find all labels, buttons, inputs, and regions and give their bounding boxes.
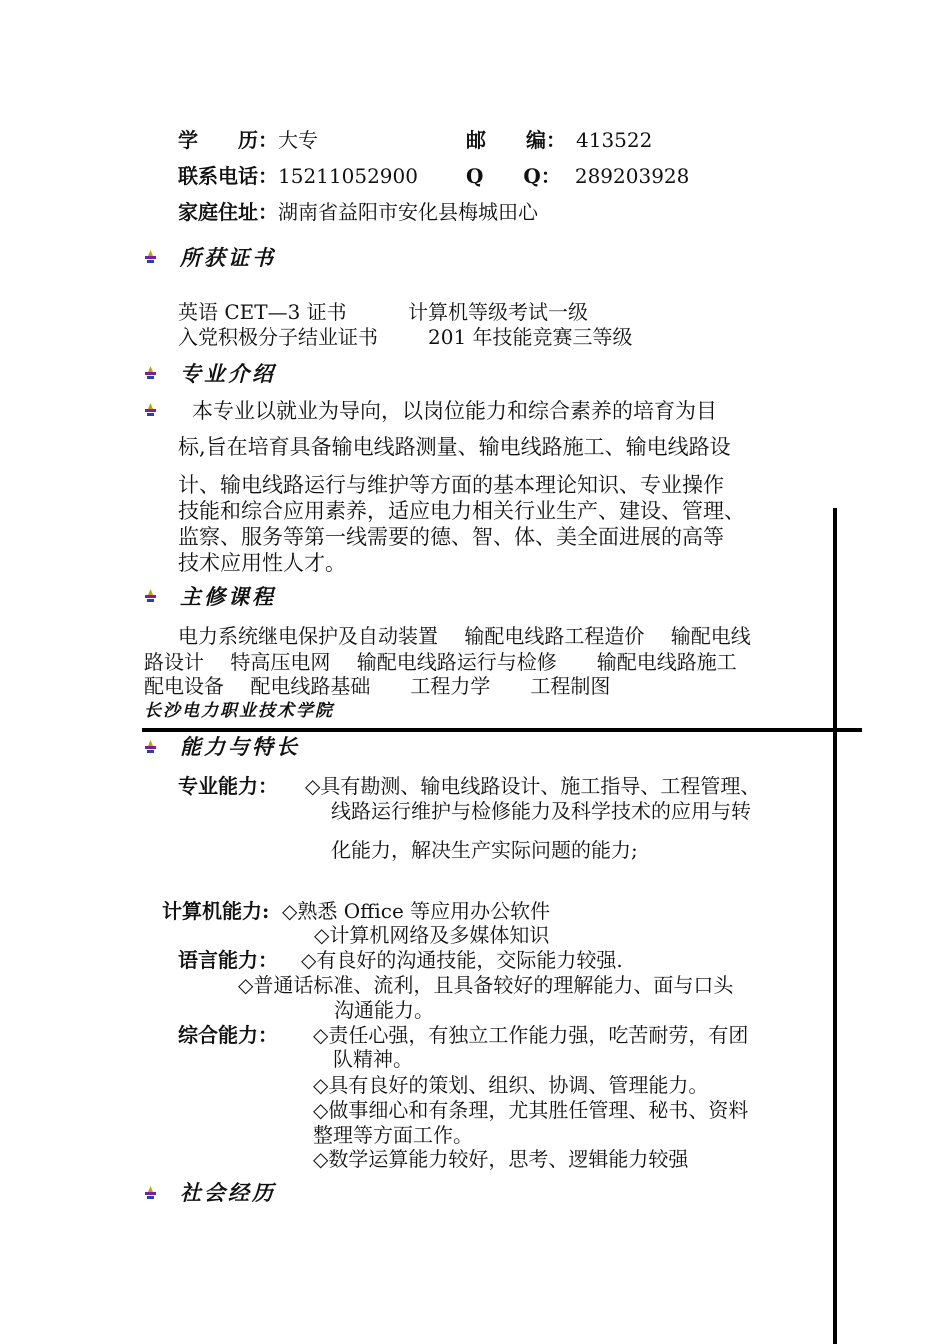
- general-ability-line: 整理等方面工作。: [313, 1123, 473, 1147]
- bullet-icon: [144, 403, 157, 417]
- major-text-line: 本专业以就业为导向，以岗位能力和综合素养的培育为目: [192, 399, 717, 423]
- cert-item-contest: 201 年技能竞赛三等级: [428, 325, 633, 349]
- computer-ability-line: ◇计算机网络及多媒体知识: [314, 923, 550, 947]
- education-value: 大专: [278, 128, 318, 152]
- major-text-line: 监察、服务等第一线需要的德、智、体、美全面进展的高等: [178, 525, 724, 549]
- general-ability-line: 队精神。: [333, 1047, 413, 1071]
- bullet-icon: [144, 366, 157, 380]
- qq-row: [466, 160, 689, 189]
- cert-item-cet: 英语 CET—3 证书: [178, 300, 347, 324]
- qq-label: Q Q：: [466, 164, 561, 188]
- abilities-heading: 能力与特长: [180, 734, 300, 759]
- language-ability-line: ◇有良好的沟通技能，交际能力较强.: [301, 948, 623, 972]
- general-ability-line: ◇责任心强，有独立工作能力强，吃苦耐劳，有团: [313, 1023, 749, 1047]
- courses-line: 路设计 特高压电网 输配电线路运行与检修 输配电线路施工: [144, 650, 737, 674]
- major-text-line: 技能和综合应用素养，适应电力相关行业生产、建设、管理、: [178, 499, 745, 523]
- qq-value: 289203928: [574, 164, 690, 188]
- bullet-icon: [144, 740, 157, 754]
- postcode-row: [466, 124, 652, 153]
- general-ability-line: ◇数学运算能力较好，思考、逻辑能力较强: [313, 1147, 689, 1171]
- language-ability-line: ◇普通话标准、流利，且具备较好的理解能力、面与口头: [238, 973, 734, 997]
- address-row: [178, 196, 538, 225]
- major-text-line: 计、输电线路运行与维护等方面的基本理论知识、专业操作: [178, 473, 724, 497]
- postcode-value: 413522: [576, 128, 653, 152]
- courses-line: 配电设备 配电线路基础 工程力学 工程制图: [144, 674, 611, 698]
- postcode-label: 邮 编：: [466, 128, 566, 152]
- courses-heading: 主修课程: [180, 584, 276, 609]
- address-label: 家庭住址：: [178, 200, 278, 224]
- general-ability-line: ◇具有良好的策划、组织、协调、管理能力。: [313, 1073, 709, 1097]
- bullet-icon: [144, 589, 157, 603]
- phone-label: 联系电话：: [178, 164, 278, 188]
- professional-ability-line: 化能力，解决生产实际问题的能力;: [331, 838, 638, 862]
- professional-ability-line: 线路运行维护与检修能力及科学技术的应用与转: [331, 799, 751, 823]
- cert-item-computer: 计算机等级考试一级: [408, 300, 588, 324]
- general-ability-line: ◇做事细心和有条理，尤其胜任管理、秘书、资料: [313, 1098, 749, 1122]
- professional-ability-label: 专业能力：: [178, 774, 278, 798]
- social-heading: 社会经历: [180, 1180, 276, 1205]
- major-text-line: 技术应用性人才。: [178, 551, 346, 575]
- address-value: 湖南省益阳市安化县梅城田心: [278, 200, 538, 224]
- major-text-line: 标,旨在培育具备输电线路测量、输电线路施工、输电线路设: [178, 435, 731, 459]
- school-name: 长沙电力职业技术学院: [144, 701, 334, 721]
- bullet-icon: [144, 250, 157, 264]
- professional-ability-line: ◇具有勘测、输电线路设计、施工指导、工程管理、: [305, 774, 761, 798]
- computer-ability-label: 计算机能力:: [162, 899, 270, 923]
- phone-row: [178, 160, 418, 189]
- courses-line: 电力系统继电保护及自动装置 输配电线路工程造价 输配电线: [178, 624, 751, 648]
- certificates-heading: 所获证书: [180, 245, 276, 270]
- general-ability-label: 综合能力：: [178, 1023, 278, 1047]
- language-ability-line: 沟通能力。: [334, 998, 434, 1022]
- computer-ability-line: ◇熟悉 Office 等应用办公软件: [282, 899, 551, 923]
- phone-value: 15211052900: [278, 164, 418, 188]
- education-row: [178, 124, 318, 153]
- major-heading: 专业介绍: [180, 361, 276, 386]
- language-ability-label: 语言能力：: [178, 948, 278, 972]
- education-label: 学 历：: [178, 128, 278, 152]
- bullet-icon: [144, 1186, 157, 1200]
- cert-item-party: 入党积极分子结业证书: [178, 325, 378, 349]
- vertical-rule: [833, 508, 837, 1344]
